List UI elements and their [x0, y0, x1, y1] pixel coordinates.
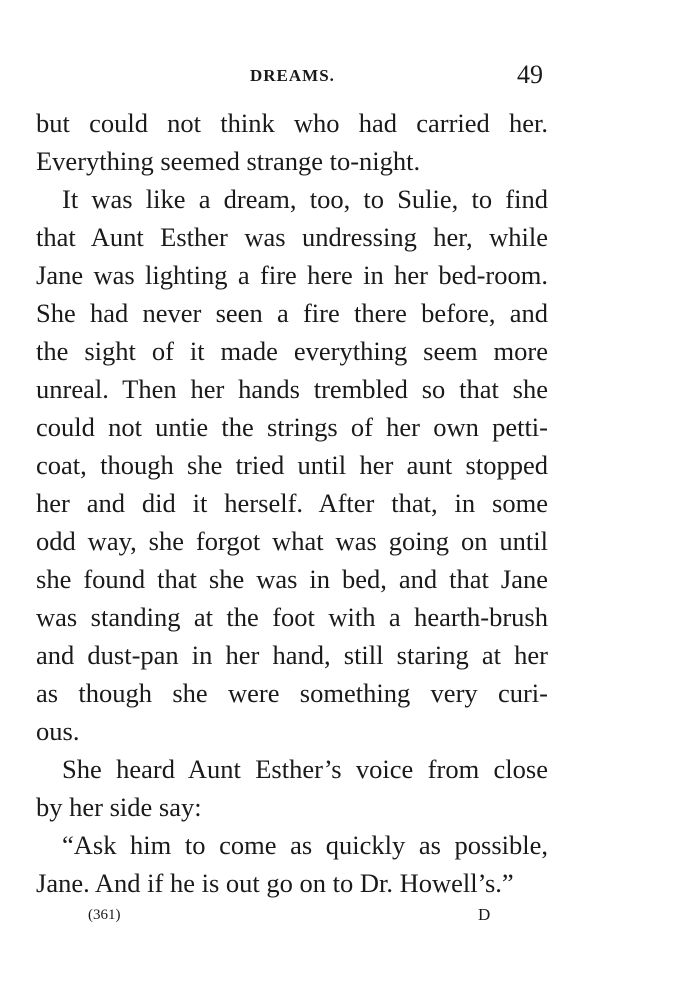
- text-line: the sight of it made everything seem more: [36, 336, 548, 366]
- page-footer: [0, 903, 687, 933]
- text-line: as though she were something very curi-: [36, 678, 548, 708]
- signature-mark: (361): [88, 907, 121, 923]
- text-line: she found that she was in bed, and that Jane: [36, 564, 548, 594]
- text-line: It was like a dream, too, to Sulie, to find: [62, 184, 548, 214]
- text-line: could not untie the strings of her own petti-: [36, 412, 548, 442]
- text-line: coat, though she tried until her aunt stopped: [36, 450, 548, 480]
- chapter-title: DREAMS.: [250, 66, 335, 85]
- text-line: ous.: [36, 716, 80, 746]
- text-line: She had never seen a fire there before, and: [36, 298, 548, 328]
- running-head: [0, 60, 687, 100]
- text-line: unreal. Then her hands trembled so that she: [36, 374, 548, 404]
- body-text: [36, 104, 548, 902]
- text-line: Everything seemed strange to-night.: [36, 146, 421, 176]
- text-line: by her side say:: [36, 792, 202, 822]
- text-line: her and did it herself. After that, in some: [36, 488, 548, 518]
- text-line: Jane. And if he is out go on to Dr. Howell’s.”: [36, 868, 514, 898]
- text-line: was standing at the foot with a hearth-brush: [36, 602, 548, 632]
- text-line: that Aunt Esther was undressing her, while: [36, 222, 548, 252]
- page-number: 49: [517, 60, 543, 89]
- text-line: Jane was lighting a fire here in her bed-room.: [36, 260, 548, 290]
- text-line: “Ask him to come as quickly as possible,: [62, 830, 548, 860]
- text-line: odd way, she forgot what was going on until: [36, 526, 548, 556]
- text-line: and dust-pan in her hand, still staring at her: [36, 640, 548, 670]
- signature-letter: D: [478, 905, 491, 924]
- text-line: but could not think who had carried her.: [36, 108, 548, 138]
- text-line: She heard Aunt Esther’s voice from close: [62, 754, 548, 784]
